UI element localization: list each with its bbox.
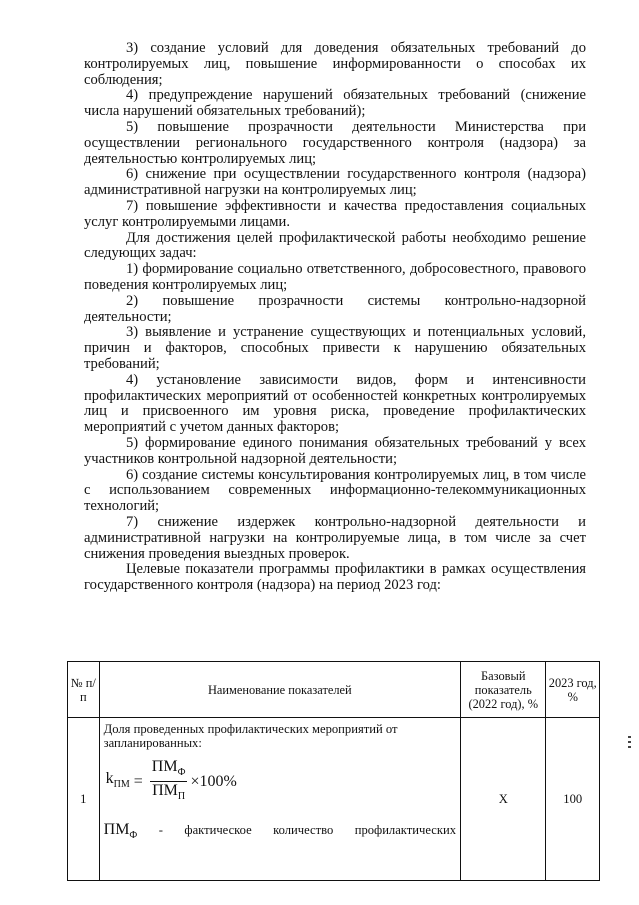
header-num: № п/п: [68, 662, 100, 718]
paragraph: 5) формирование единого понимания обязательных требований у всех участников контрольной надзорной деятельности;: [84, 434, 586, 467]
paragraph: 1) формирование социально ответственного, добросовестного, правового поведения контролируемых лиц;: [84, 261, 586, 293]
row-base-value: X: [461, 718, 546, 881]
formula: [106, 758, 456, 805]
paragraph: Целевые показатели программы профилактики в рамках осуществления государственного контроля (надзора) на период 2023 год:: [84, 561, 586, 594]
paragraph: 5) повышение прозрачности деятельности Министерства при осуществлении регионального государственного контроля (надзора) за деятельностью контролируемых лиц;: [84, 118, 586, 167]
paragraph: 4) установление зависимости видов, форм и интенсивности профилактических мероприятий от особенностей конкретных контролируемых лиц и присвоенного им уровня риска, проведение профилактических мероприятий с учетом данных факторов;: [84, 371, 586, 436]
header-year: 2023 год, %: [546, 662, 600, 718]
row-name-cell: [99, 718, 460, 881]
formula-denominator: [152, 782, 185, 805]
formula-fraction: [150, 758, 188, 805]
definition-word: профилактических: [354, 823, 456, 838]
row-year-value: 100: [546, 718, 600, 881]
formula-numerator: [150, 758, 188, 782]
body-text: [84, 41, 586, 594]
definition-symbol: [104, 823, 138, 843]
indicators-table: [67, 661, 600, 881]
paragraph: Для достижения целей профилактической работы необходимо решение следующих задач:: [84, 229, 586, 262]
indicator-name: Доля проведенных профилактических мероприятий от запланированных:: [103, 722, 398, 750]
denominator-symbol: ПМ: [152, 782, 178, 800]
definition-line: [104, 823, 456, 843]
header-base: Базовый показатель (2022 год), %: [461, 662, 546, 718]
row-num: 1: [68, 718, 100, 881]
formula-lhs-symbol: k: [105, 769, 114, 787]
definition-word: -: [158, 823, 163, 838]
formula-lhs: [105, 769, 130, 792]
paragraph: 4) предупреждение нарушений обязательных требований (снижение числа нарушений обязательных требований);: [84, 87, 586, 120]
paragraph: 2) повышение прозрачности системы контрольно-надзорной деятельности;: [84, 292, 586, 325]
paragraph: 6) снижение при осуществлении государственного контроля (надзора) административной нагрузки на контролируемых лиц;: [84, 166, 586, 199]
denominator-sub: П: [177, 791, 186, 803]
formula-lhs-sub: ПМ: [113, 778, 130, 790]
indicators-table-wrap: [67, 661, 600, 881]
definition-symbol-main: ПМ: [103, 821, 130, 839]
paragraph: 3) выявление и устранение существующих и потенциальных условий, причин и факторов, способных привести к нарушению обязательных требований;: [84, 324, 586, 372]
numerator-symbol: ПМ: [151, 758, 178, 775]
table-header-row: [68, 662, 600, 718]
formula-tail: ×100%: [190, 772, 237, 790]
table-row: [68, 718, 600, 881]
numerator-sub: Ф: [177, 767, 186, 779]
formula-eq: =: [133, 772, 143, 790]
definition-symbol-sub: Ф: [129, 830, 138, 842]
paragraph: 7) повышение эффективности и качества предоставления социальных услуг контролируемыми лицами.: [84, 197, 586, 230]
definition-word: количество: [273, 823, 334, 838]
paragraph: 6) создание системы консультирования контролируемых лиц, в том числе с использованием современных информационно-телекоммуникационных технологий;: [84, 466, 586, 515]
definition-word: фактическое: [184, 823, 252, 838]
paragraph: 3) создание условий для доведения обязательных требований до контролируемых лиц, повышение информированности о способах их соблюдения;: [84, 40, 586, 88]
header-name: Наименование показателей: [99, 662, 460, 718]
paragraph: 7) снижение издержек контрольно-надзорной деятельности и административной нагрузки на контролируемые лица, в том числе за счет снижения проведения выездных проверок.: [84, 513, 586, 562]
scan-margin-mark: [628, 736, 632, 758]
